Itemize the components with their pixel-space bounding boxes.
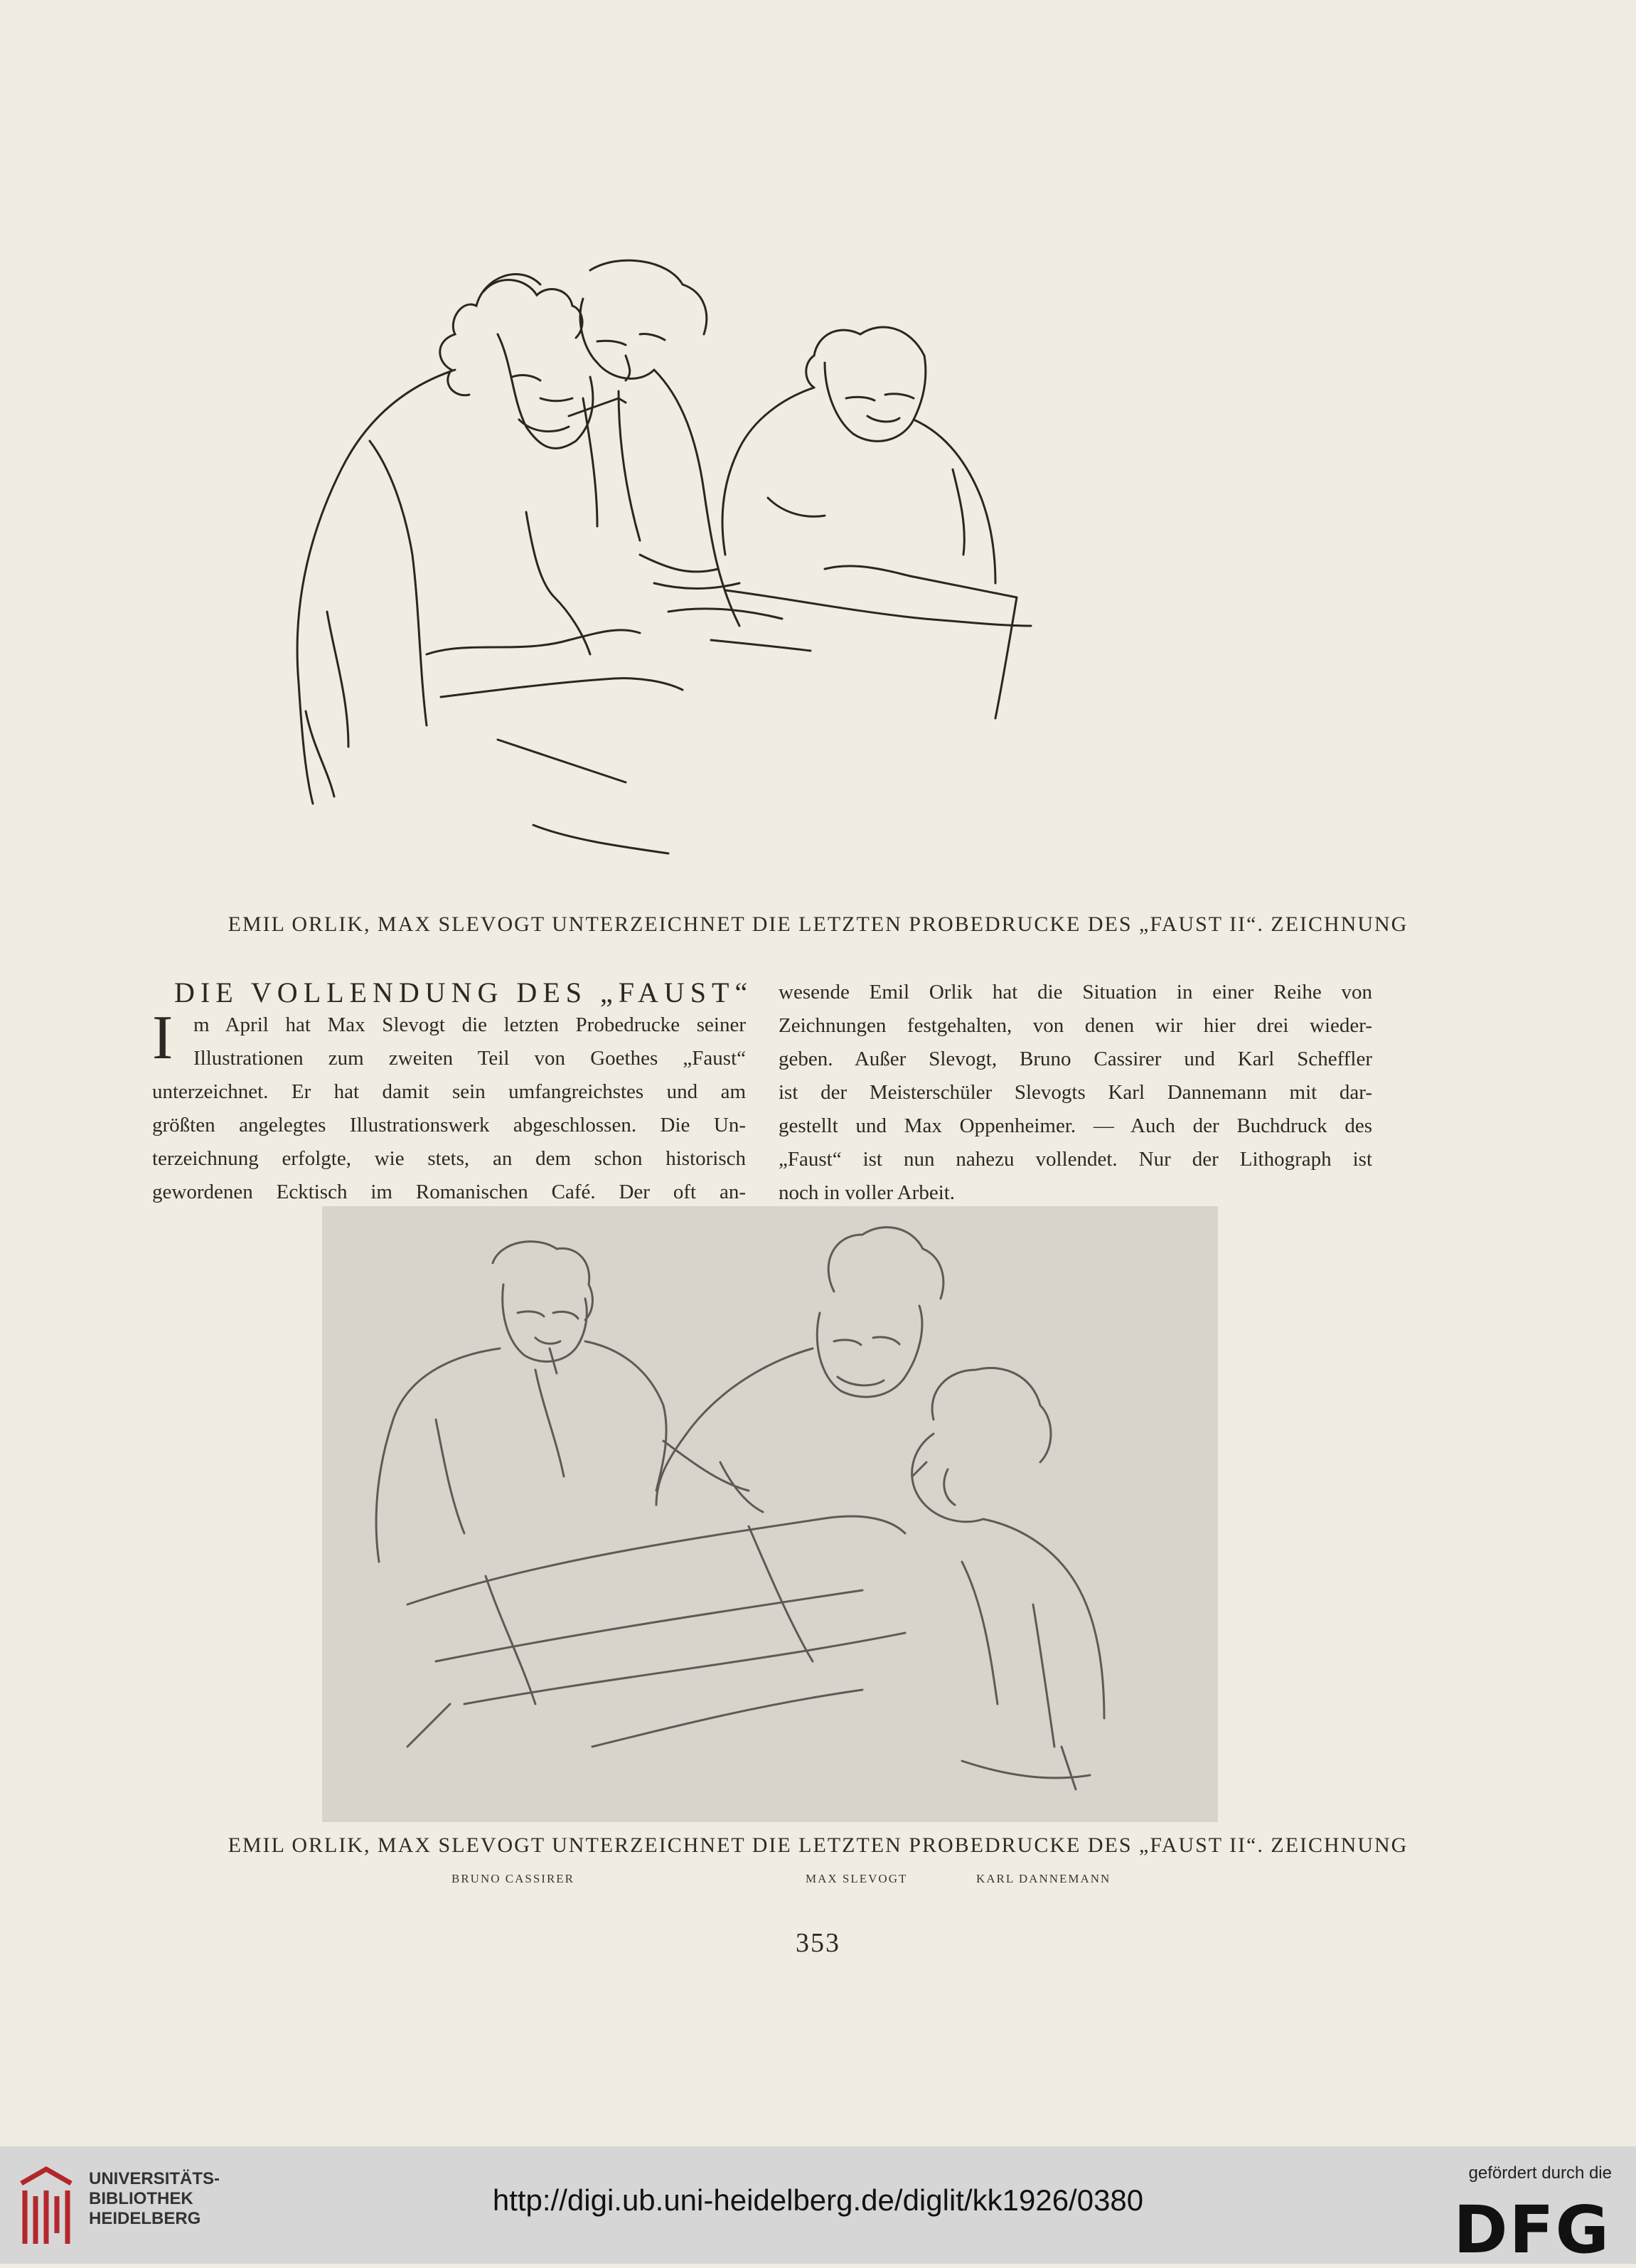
text-line: gestellt und Max Oppenheimer. — Auch der Buchdruck des [779, 1114, 1372, 1137]
library-name-line: HEIDELBERG [89, 2209, 201, 2228]
article-right-column [779, 976, 1372, 1210]
page-number: 353 [796, 1928, 840, 1958]
name-label: BRUNO CASSIRER [451, 1872, 575, 1885]
text-line: größten angelegtes Illustrationswerk abgeschlossen. Die Un- [152, 1114, 746, 1136]
library-name-line: UNIVERSITÄTS- [89, 2169, 220, 2188]
permalink-url[interactable]: http://digi.ub.uni-heidelberg.de/diglit/kk1926/0380 [492, 2183, 1144, 2217]
footer-bar [0, 2146, 1636, 2268]
article-left-column [152, 1003, 746, 1209]
article-heading: DIE VOLLENDUNG DES „FAUST“ [174, 976, 754, 1008]
dfg-logo: DFG [1453, 2192, 1610, 2268]
name-label: KARL DANNEMANN [976, 1872, 1111, 1885]
top-illustration-caption: EMIL ORLIK, MAX SLEVOGT UNTERZEICHNET DIE LETZTEN PROBEDRUCKE DES „FAUST II“. ZEICHNUNG [228, 912, 1408, 936]
text-line: „Faust“ ist nun nahezu vollendet. Nur der Lithograph ist [779, 1148, 1372, 1171]
library-name-line: BIBLIOTHEK [89, 2189, 193, 2208]
text-line: gewordenen Ecktisch im Romanischen Café. Der oft an- [152, 1181, 746, 1203]
top-illustration [284, 256, 1223, 896]
text-line: geben. Außer Slevogt, Bruno Cassirer und Karl Scheffler [779, 1048, 1372, 1070]
text-line: terzeichnung erfolgte, wie stets, an dem schon historisch [152, 1147, 746, 1170]
bottom-illustration-caption: EMIL ORLIK, MAX SLEVOGT UNTERZEICHNET DIE LETZTEN PROBEDRUCKE DES „FAUST II“. ZEICHNUNG [228, 1833, 1408, 1857]
sitter-names [0, 1872, 1636, 1893]
text-line: wesende Emil Orlik hat die Situation in einer Reihe von [779, 981, 1372, 1003]
text-line: noch in voller Arbeit. [779, 1181, 956, 1204]
funding-note: gefördert durch die [1468, 2163, 1612, 2183]
text-line: Illustrationen zum zweiten Teil von Goethes „Faust“ [193, 1047, 746, 1070]
text-line: Zeichnungen festgehalten, von denen wir hier drei wieder- [779, 1014, 1372, 1037]
text-line: m April hat Max Slevogt die letzten Probedrucke seiner [193, 1013, 746, 1036]
name-label: MAX SLEVOGT [806, 1872, 908, 1885]
text-line: unterzeichnet. Er hat damit sein umfangreichstes und am [152, 1080, 746, 1103]
bottom-illustration [322, 1206, 1218, 1822]
text-line: ist der Meisterschüler Slevogts Karl Dannemann mit dar- [779, 1081, 1372, 1104]
drop-cap: I [152, 1003, 173, 1072]
